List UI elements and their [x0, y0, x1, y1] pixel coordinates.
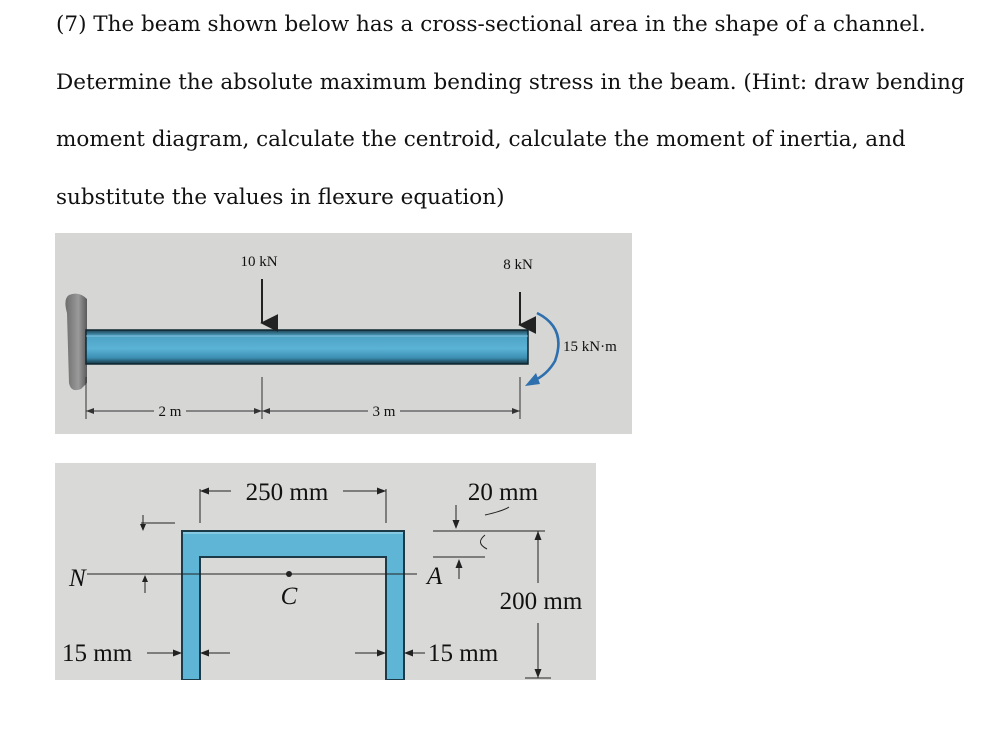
- problem-line: substitute the values in flexure equation): [56, 184, 505, 210]
- web-thickness-left-label: 15 mm: [62, 640, 133, 667]
- beam-loading-figure: [55, 233, 632, 434]
- beam: [86, 330, 528, 364]
- span-label-2m: 2 m: [158, 404, 182, 420]
- problem-line: (7) The beam shown below has a cross-sectional area in the shape of a channel.: [56, 12, 926, 37]
- flange-thickness-label: 20 mm: [467, 479, 539, 506]
- width-label: 250 mm: [245, 479, 329, 506]
- moment-arrow: [533, 313, 558, 381]
- height-label: 200 mm: [499, 588, 583, 615]
- span-label-3m: 3 m: [372, 404, 396, 420]
- web-thickness-right-label: 15 mm: [428, 640, 499, 667]
- beam-diagram: [55, 233, 632, 434]
- section-diagram: [55, 463, 596, 680]
- centroid-point: [286, 571, 292, 577]
- neutral-axis-label: N: [69, 565, 86, 592]
- axis-end-label: A: [427, 563, 443, 590]
- problem-line: Determine the absolute maximum bending stress in the beam. (Hint: draw bending: [56, 69, 965, 95]
- moment-label: 15 kN·m: [563, 339, 617, 355]
- load-label-10kn: 10 kN: [240, 254, 278, 270]
- problem-statement: [56, 0, 965, 226]
- load-label-8kn: 8 kN: [503, 257, 533, 273]
- channel-section-figure: [55, 463, 596, 680]
- centroid-label: C: [280, 583, 298, 610]
- fixed-support-wall: [65, 294, 87, 390]
- problem-line: moment diagram, calculate the centroid, calculate the moment of inertia, and: [56, 127, 906, 152]
